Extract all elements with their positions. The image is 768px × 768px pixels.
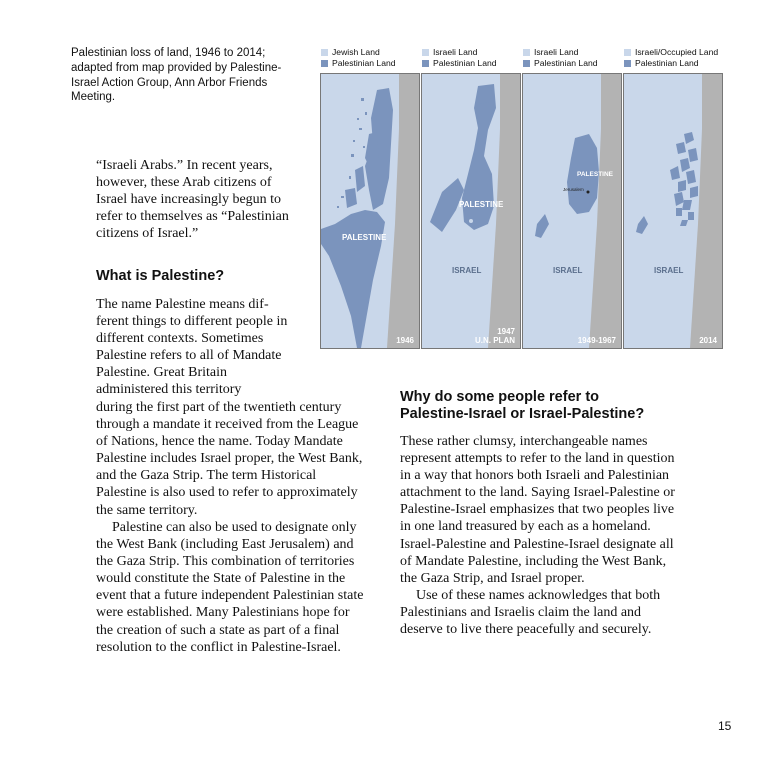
legend-1949 xyxy=(523,47,621,69)
legend-1946 xyxy=(321,47,419,69)
page-number: 15 xyxy=(718,719,732,733)
swatch-dark xyxy=(523,60,530,67)
map-2014-year: 2014 xyxy=(699,336,717,345)
heading-why-palestine-israel: Why do some people refer to Palestine-Israel or Israel-Palestine? xyxy=(400,389,645,422)
legend-dark-label: Palestinian Land xyxy=(433,58,497,68)
legend-dark-label: Palestinian Land xyxy=(534,58,598,68)
map-1947-year-line1: 1947 xyxy=(497,327,515,336)
swatch-light xyxy=(624,49,631,56)
legend-light-label: Israeli/Occupied Land xyxy=(635,47,719,57)
legend-light-label: Israeli Land xyxy=(433,47,478,57)
map-1946 xyxy=(320,73,420,349)
map-1949-israel-label: ISRAEL xyxy=(553,266,583,275)
map-2014-israel-label: ISRAEL xyxy=(654,266,684,275)
swatch-light xyxy=(523,49,530,56)
map-1946-graphic xyxy=(321,74,419,348)
para2-text: Palestine can also be used to designate only the West Bank (including East Jerusalem) and the Gaza Strip. This combination of territories would constitute the State of Palestine in the event that a future independent Palestinian state were established. Many Palestinians hope for the creation of such a state as part of a final resolution to the conflict in Palestine-Israel. xyxy=(96,520,364,655)
swatch-dark xyxy=(422,60,429,67)
para2 xyxy=(96,519,367,656)
legend-2014 xyxy=(624,47,722,69)
para1-wide xyxy=(96,399,367,519)
intro-text: “Israeli Arabs.” In recent years, however, these Arab citizens of Israel have increasingly begun to refer to themselves as “Palestinian citizens of Israel.” xyxy=(96,158,289,242)
map-1947-graphic xyxy=(422,74,520,348)
map-2014 xyxy=(623,73,723,349)
para1-wide-text: during the first part of the twentieth century through a mandate it received from the League of Nations, hence the name. Today Mandate Palestine includes Israel proper, the West Bank, and the Gaza Strip. The term Historical Palestine is also used to refer to approximately the same territory. xyxy=(96,400,363,518)
intro-paragraph xyxy=(96,157,292,242)
swatch-dark xyxy=(321,60,328,67)
right-para1-text: These rather clumsy, interchangeable names represent attempts to refer to the land in question in a way that honors both Israeli and Palestinian attachment to the land. Saying Israel-Palestine or Palestine-Israel emphasizes that two peoples live in one land treasured by each as a homeland. Israel-Palestine and Palestine-Israel designate all of Mandate Palestine, including the West Bank, the Gaza Strip, and Israel proper. xyxy=(400,434,675,586)
map-1947-year-line2: U.N. PLAN xyxy=(475,336,515,345)
legend-light-label: Jewish Land xyxy=(332,47,380,57)
swatch-light xyxy=(422,49,429,56)
map-1949-palestine-label: PALESTINE xyxy=(577,171,613,178)
map-1946-palestine-label: PALESTINE xyxy=(342,233,387,242)
para1-narrow xyxy=(96,296,289,399)
legend-light-label: Israeli Land xyxy=(534,47,579,57)
map-1949-jerusalem-label: Jerusalem xyxy=(563,187,584,192)
right-paragraphs xyxy=(400,433,675,638)
figure-caption: Palestinian loss of land, 1946 to 2014; adapted from map provided by Palestine-Israel Action Group, Ann Arbor Friends Meeting. xyxy=(71,47,282,104)
map-1947 xyxy=(421,73,521,349)
swatch-light xyxy=(321,49,328,56)
map-1949-1967 xyxy=(522,73,622,349)
map-1947-year xyxy=(475,327,515,345)
map-1947-israel-label: ISRAEL xyxy=(452,266,482,275)
right-para2-text: Use of these names acknowledges that both Palestinians and Israelis claim the land and deserve to live there peacefully and securely. xyxy=(400,587,661,638)
map-2014-graphic xyxy=(624,74,722,348)
legend-1947 xyxy=(422,47,520,69)
para1-narrow-text: The name Palestine means different things to different people in different contexts. Sometimes Palestine refers to all of Mandate Palestine. Great Britain administered this territory xyxy=(96,297,288,398)
map-1949-year: 1949-1967 xyxy=(577,336,616,345)
heading-what-is-palestine: What is Palestine? xyxy=(96,268,225,284)
legend-dark-label: Palestinian Land xyxy=(635,58,699,68)
swatch-dark xyxy=(624,60,631,67)
map-1949-graphic xyxy=(523,74,621,348)
map-1947-palestine-label: PALESTINE xyxy=(459,200,504,209)
map-1946-year: 1946 xyxy=(396,336,414,345)
legend-dark-label: Palestinian Land xyxy=(332,58,396,68)
